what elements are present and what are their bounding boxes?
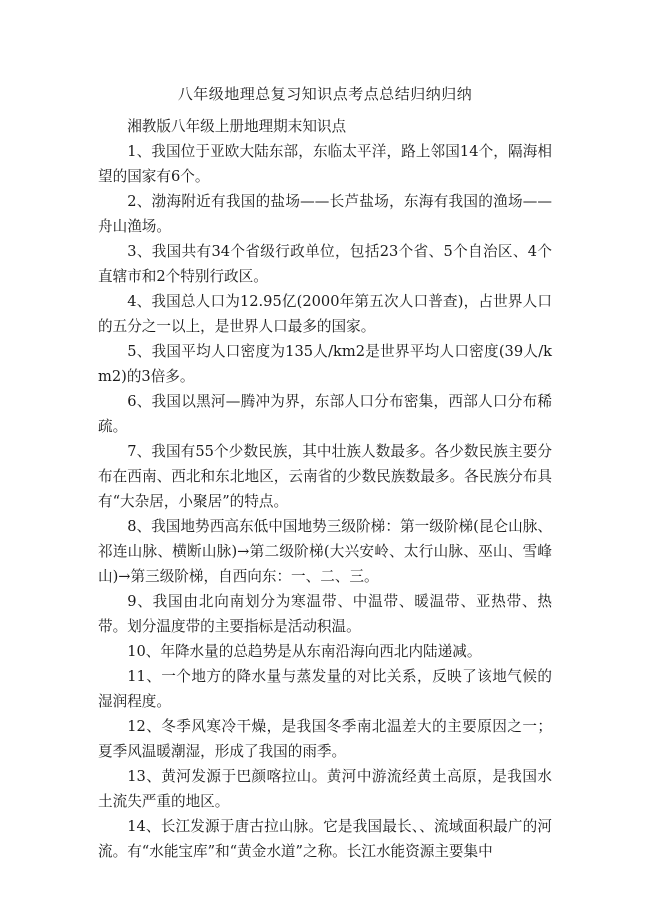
paragraph: 14、长江发源于唐古拉山脉。它是我国最长、、流域面积最广的河流。有“水能宝库”和“黄金水道”之称。长江水能资源主要集中 <box>98 818 552 860</box>
paragraph: 5、我国平均人口密度为135人/km2是世界平均人口密度(39人/km2)的3倍多。 <box>98 343 552 385</box>
paragraph: 8、我国地势西高东低中国地势三级阶梯：第一级阶梯(昆仑山脉、祁连山脉、横断山脉)→第二级阶梯(大兴安岭、太行山脉、巫山、雪峰山)→第三级阶梯，自西向东：一、二、三。 <box>98 518 552 585</box>
paragraph: 9、我国由北向南划分为寒温带、中温带、暖温带、亚热带、热带。划分温度带的主要指标是活动积温。 <box>98 593 552 635</box>
paragraph: 12、冬季风寒冷干燥，是我国冬季南北温差大的主要原因之一；夏季风温暖潮湿，形成了我国的雨季。 <box>98 718 552 760</box>
paragraph: 1、我国位于亚欧大陆东部，东临太平洋，路上邻国14个，隔海相望的国家有6个。 <box>98 143 552 185</box>
paragraph: 11、一个地方的降水量与蒸发量的对比关系，反映了该地气候的湿润程度。 <box>98 668 552 710</box>
paragraph: 3、我国共有34个省级行政单位，包括23个省、5个自治区、4个直辖市和2个特别行政区。 <box>98 243 552 285</box>
paragraph: 4、我国总人口为12.95亿(2000年第五次人口普查)，占世界人口的五分之一以上，是世界人口最多的国家。 <box>98 293 552 335</box>
paragraph: 13、黄河发源于巴颜喀拉山。黄河中游流经黄土高原，是我国水土流失严重的地区。 <box>98 768 552 810</box>
paragraph: 7、我国有55个少数民族，其中壮族人数最多。各少数民族主要分布在西南、西北和东北地区，云南省的少数民族数最多。各民族分布具有“大杂居，小聚居”的特点。 <box>98 443 552 510</box>
document-body <box>98 114 552 864</box>
paragraph: 6、我国以黑河—腾冲为界，东部人口分布密集，西部人口分布稀疏。 <box>98 393 552 435</box>
paragraph: 10、年降水量的总趋势是从东南沿海向西北内陆递减。 <box>127 643 482 660</box>
paragraph: 2、渤海附近有我国的盐场——长芦盐场，东海有我国的渔场——舟山渔场。 <box>98 193 552 235</box>
section-subtitle: 湘教版八年级上册地理期末知识点 <box>127 118 347 135</box>
page-title: 八年级地理总复习知识点考点总结归纳归纳 <box>177 85 473 103</box>
